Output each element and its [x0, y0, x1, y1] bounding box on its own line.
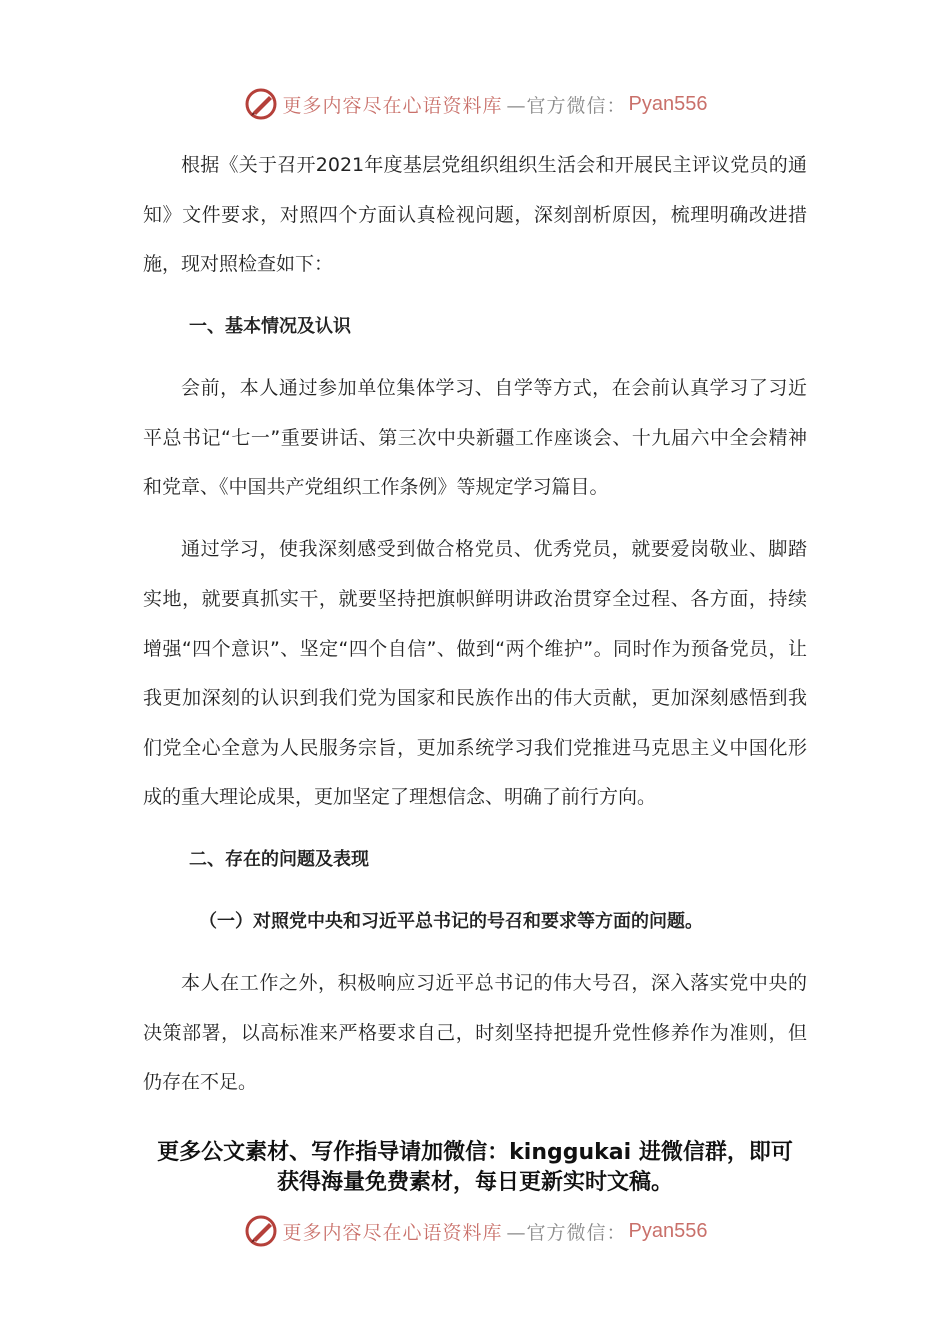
header-watermark-banner	[0, 84, 950, 124]
watermark-contact-id: Pyan556	[628, 1219, 708, 1242]
watermark-contact-label: —官方微信：	[506, 94, 627, 117]
section2-heading: 二、存在的问题及表现	[189, 849, 369, 871]
pen-logo-icon	[243, 86, 279, 122]
section2-subheading-1: （一）对照党中央和习近平总书记的号召和要求等方面的问题。	[199, 911, 703, 933]
section1-paragraph-2: 通过学习，使我深刻感受到做合格党员、优秀党员，就要爱岗敬业、脚踏实地，就要真抓实干，就要坚持把旗帜鲜明讲政治贯穿全过程、各方面，持续增强“四个意识”、坚定“四个自信”、做到“两个维护”。同时作为预备党员，让我更加深刻的认识到我们党为国家和民族作出的伟大贡献，更加深刻感悟到我们党全心全意为人民服务宗旨，更加系统学习我们党推进马克思主义中国化形成的重大理论成果，更加坚定了理想信念、明确了前行方向。	[143, 538, 807, 809]
section1-paragraph-1: 会前，本人通过参加单位集体学习、自学等方式，在会前认真学习了习近平总书记“七一”重要讲话、第三次中央新疆工作座谈会、十九届六中全会精神和党章、《中国共产党组织工作条例》等规定学习篇目。	[143, 377, 807, 499]
section1-heading: 一、基本情况及认识	[189, 316, 351, 338]
watermark-contact-id: Pyan556	[628, 92, 708, 115]
document-body	[143, 141, 807, 1120]
intro-paragraph: 根据《关于召开2021年度基层党组织组织生活会和开展民主评议党员的通知》文件要求，对照四个方面认真检视问题，深刻剖析原因，梳理明确改进措施，现对照检查如下：	[143, 154, 807, 276]
footer-watermark-banner	[0, 1211, 950, 1251]
watermark-contact-label: —官方微信：	[506, 1221, 627, 1244]
promo-notice	[100, 1138, 850, 1198]
watermark-site-text: 更多内容尽在心语资料库	[282, 1221, 503, 1244]
pen-logo-icon	[243, 1213, 279, 1249]
watermark-site-text: 更多内容尽在心语资料库	[282, 94, 503, 117]
section2-paragraph-1: 本人在工作之外，积极响应习近平总书记的伟大号召，深入落实党中央的决策部署，以高标准来严格要求自己，时刻坚持把提升党性修养作为准则，但仍存在不足。	[143, 972, 807, 1094]
promo-line-1: 更多公文素材、写作指导请加微信：kinggukai 进微信群，即可	[157, 1140, 793, 1165]
promo-line-2: 获得海量免费素材，每日更新实时文稿。	[276, 1170, 673, 1195]
